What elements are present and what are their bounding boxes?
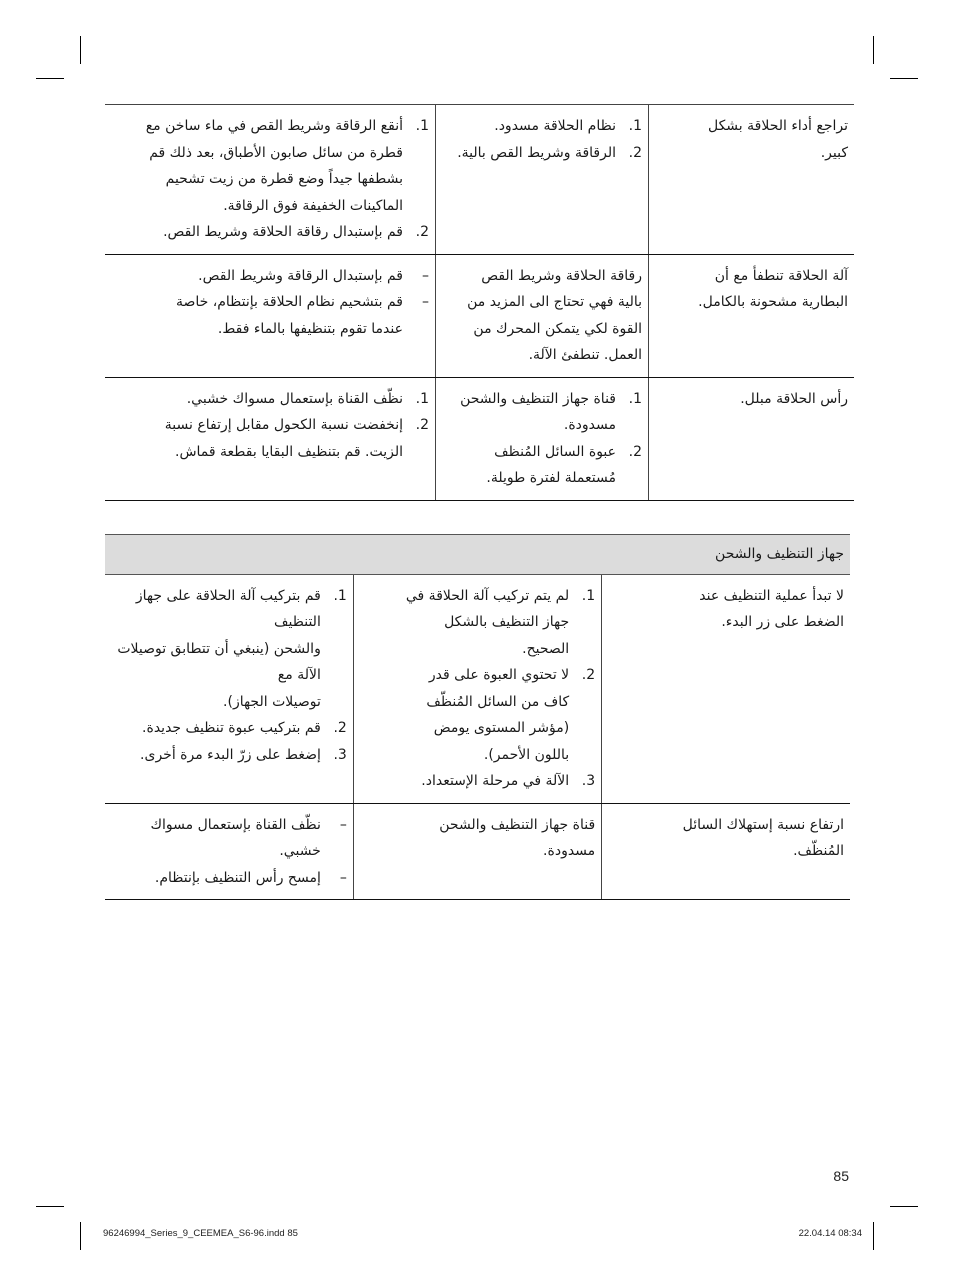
cause-cell [353,574,601,803]
cause-text: لم يتم تركيب آلة الحلاقة في [405,587,570,604]
troubleshooting-table-shaver [105,104,854,501]
page-number: 85 [833,1168,849,1184]
list-item [109,812,347,865]
cause-cell [436,105,649,255]
problem-text: رأس الحلاقة مبلل. [740,390,848,407]
crop-mark [80,1222,81,1250]
remedy-text: نظّف القناة بإستعمال مسواك خشبي. [150,816,321,859]
item-number: 1. [333,587,347,604]
cause-text: العمل. تنطفئ الآلة. [528,347,642,363]
crop-mark [873,36,874,64]
problem-text: الضغط على زر البدء. [721,614,844,630]
remedy-text: قم بتركيب آلة الحلاقة على جهاز التنظيف [135,587,321,630]
remedy-cell [105,803,353,900]
remedy-text: أنقع الرقاقة وشريط القص في ماء ساخن مع [145,118,403,134]
dash-bullet: – [339,816,347,833]
item-number: 3. [333,746,347,763]
item-number: 2. [581,667,596,683]
list-item [440,439,642,492]
cause-text: الآلة في مرحلة الإستعداد. [421,773,570,789]
problem-text: البطارية مشحونة بالكامل. [698,294,848,310]
list-item [440,113,642,140]
dash-bullet: – [339,869,347,886]
cause-text: لا تحتوي العبوة على قدر [428,667,570,683]
item-number: 2. [333,720,347,736]
remedy-text: قم بتشحيم نظام الحلاقة بإنتظام، خاصة [175,294,403,310]
problem-cell [602,574,850,803]
cause-text: باللون الأحمر). [483,746,570,763]
cause-text: قناة جهاز التنظيف والشحن [439,816,596,833]
remedy-text: إضغط على زرّ البدء مرة أخرى. [140,746,321,763]
cause-text: بالية فهي تحتاج الى المزيد من [467,294,642,310]
cause-text: (مؤشر المستوى يومض [433,720,570,736]
cause-text: رقاقة الحلاقة وشريط القص [481,267,642,284]
remedy-text: نظّف القناة بإستعمال مسواك خشبي. [186,390,403,407]
list-item [440,386,642,439]
cause-text: مسدودة. [543,843,596,859]
dash-bullet: – [422,267,429,284]
crop-mark [36,78,64,79]
cause-text: مسدودة. [563,417,616,433]
list-item [109,865,347,892]
problem-cell [602,803,850,900]
table-row [105,105,854,255]
section-header: جهاز التنظيف والشحن [105,535,850,575]
list-item [358,662,595,768]
crop-mark [890,78,918,79]
cause-text: نظام الحلاقة مسدود. [494,118,616,134]
table-row [105,574,850,803]
item-number: 2. [415,417,429,433]
list-item [358,768,595,795]
remedy-text: قطرة من سائل صابون الأطباق، بعد ذلك قم [149,144,403,161]
problem-text: تراجع أداء الحلاقة بشكل [707,118,848,134]
table-row [105,254,854,377]
remedy-cell [105,574,353,803]
item-number: 1. [581,587,596,604]
footer-date: 22.04.14 08:34 [798,1228,862,1239]
item-number: 1. [415,390,429,407]
dash-bullet: – [422,294,429,310]
list-item [109,715,347,742]
remedy-cell [105,105,436,255]
list-item [109,386,429,413]
item-number: 1. [628,118,642,134]
cause-text: القوة لكي يتمكن المحرك من [473,320,642,337]
footer-filename: 96246994_Series_9_CEEMEA_S6-96.indd 85 [103,1228,298,1239]
item-number: 1. [415,118,429,134]
problem-cell [649,377,855,500]
remedy-text: بشطفها جيداً وضع قطرة من زيت تشحيم [165,171,403,187]
cause-text: الرقاقة وشريط القص بالية. [457,144,616,161]
list-item [109,263,429,290]
problem-text: آلة الحلاقة تنطفأ مع أن [714,267,848,284]
remedy-text: إمسح رأس التنظيف بإنتظام. [154,869,321,886]
cause-text: قناة جهاز التنظيف والشحن [460,390,616,407]
list-item [109,113,429,219]
remedy-text: قم بتركيب عبوة تنظيف جديدة. [142,720,321,736]
remedy-cell [105,377,436,500]
list-item [358,583,595,663]
cause-text: جهاز التنظيف بالشكل [444,614,570,630]
remedy-text: إنخفضت نسبة الكحول مقابل إرتفاع نسبة [164,417,403,433]
list-item [109,742,347,769]
remedy-text: قم بإستبدال رقاقة الحلاقة وشريط القص. [163,224,403,240]
problem-text: ارتفاع نسبة إستهلاك السائل [682,816,844,833]
table-row [105,803,850,900]
problem-text: المُنظّف. [793,843,844,859]
remedy-text: والشحن (ينبغي أن تتطابق توصيلات الآلة مع [117,640,321,683]
crop-mark [36,1206,64,1207]
crop-mark [873,1222,874,1250]
list-item [109,583,347,716]
cause-text: مُستعملة لفترة طويلة. [486,470,616,486]
problem-cell [649,254,855,377]
list-item [109,412,429,465]
item-number: 3. [581,773,596,789]
list-item [109,289,429,342]
cause-text: الصحيح. [522,640,570,657]
cause-cell [436,254,649,377]
item-number: 2. [628,443,642,460]
crop-mark [890,1206,918,1207]
remedy-text: عندما تقوم بتنظيفها بالماء فقط. [217,320,403,337]
remedy-text: قم بإستبدال الرقاقة وشريط القص. [198,267,403,284]
remedy-text: الماكينات الخفيفة فوق الرقاقة. [223,197,403,214]
remedy-text: الزيت. قم بتنظيف البقايا بقطعة قماش. [175,443,403,460]
problem-text: لا تبدأ عملية التنظيف عند [699,587,844,604]
remedy-cell [105,254,436,377]
cause-cell [436,377,649,500]
troubleshooting-table-cleaning-station [105,534,850,900]
remedy-text: توصيلات الجهاز). [223,693,321,710]
item-number: 2. [628,144,642,161]
problem-text: كبير. [820,144,848,161]
item-number: 2. [415,224,429,240]
list-item [109,219,429,246]
crop-mark [80,36,81,64]
list-item [440,140,642,167]
problem-cell [649,105,855,255]
item-number: 1. [628,390,642,407]
cause-text: كاف من السائل المُنظّف [426,693,570,710]
section-header-row [105,535,850,575]
cause-text: عبوة السائل المُنظف [494,443,616,460]
table-row [105,377,854,500]
cause-cell [353,803,601,900]
